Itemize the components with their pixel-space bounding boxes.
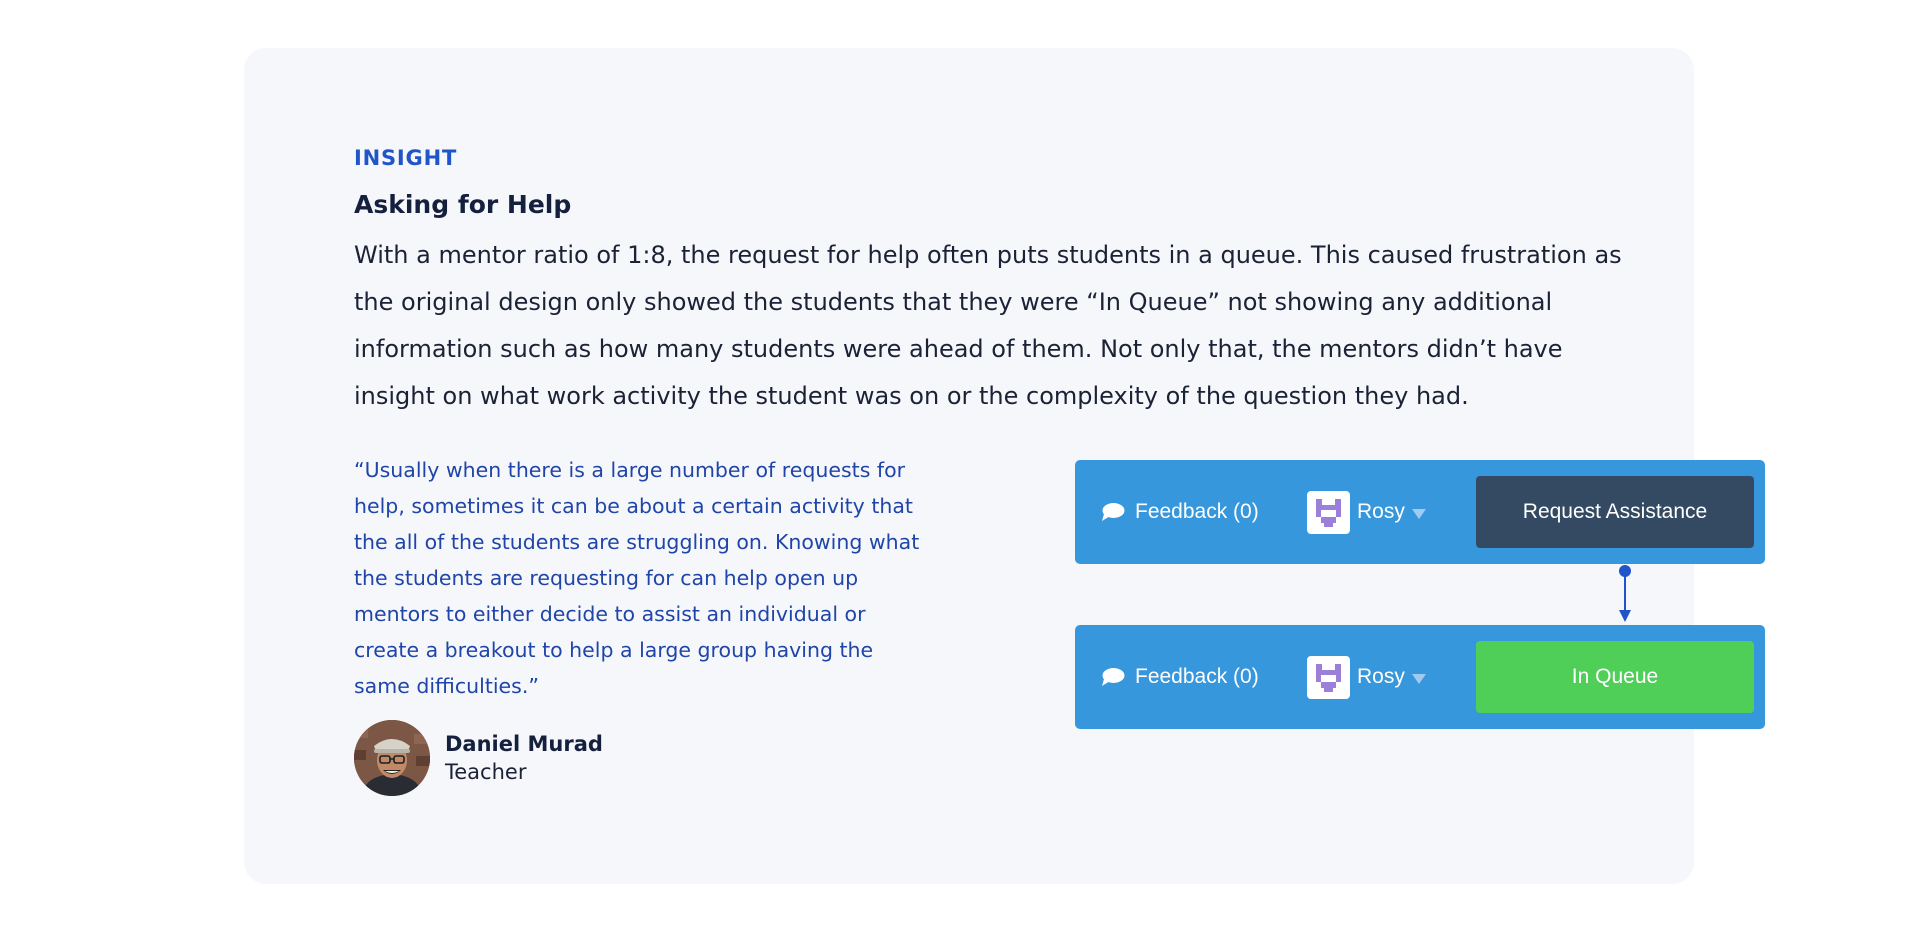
avatar: [354, 720, 430, 796]
request-assistance-button[interactable]: Request Assistance: [1476, 476, 1754, 548]
user-menu[interactable]: [1307, 460, 1426, 564]
pixel-robot-avatar-icon: [1307, 491, 1350, 534]
feedback-link[interactable]: [1101, 625, 1259, 729]
feedback-link[interactable]: [1101, 460, 1259, 564]
section-body: With a mentor ratio of 1:8, the request for help often puts students in a queue. This caused frustration as the original design only showed the students that they were “In Queue” not showing any additional information such as how many students were ahead of them. Not only that, the mentors didn’t have insight on what work activity the student was on or the complexity of the question they had.: [354, 241, 1622, 410]
help-bar-before: [1075, 460, 1765, 564]
author-info: [445, 730, 603, 786]
user-menu[interactable]: [1307, 625, 1426, 729]
feedback-label: Feedback (0): [1135, 500, 1259, 523]
author-role: Teacher: [445, 760, 527, 784]
user-name: Rosy: [1357, 665, 1405, 688]
pixel-robot-avatar-icon: [1307, 656, 1350, 699]
in-queue-status: In Queue: [1476, 641, 1754, 713]
quote-author: [354, 720, 603, 796]
caret-down-icon: [1412, 674, 1426, 684]
caret-down-icon: [1412, 509, 1426, 519]
arrow-down-icon: [1618, 564, 1632, 624]
testimonial-quote: “Usually when there is a large number of requests for help, sometimes it can be about a certain activity that the all of the students are struggling on. Knowing what the students are requesting for can help open up mentors to either decide to assist an individual or create a breakout to help a large group having the same difficulties.”: [354, 458, 920, 698]
user-name: Rosy: [1357, 500, 1405, 523]
section-title: Asking for Help: [354, 190, 572, 219]
help-bar-after: [1075, 625, 1765, 729]
feedback-label: Feedback (0): [1135, 665, 1259, 688]
speech-bubble-icon: [1101, 502, 1125, 522]
section-eyebrow: INSIGHT: [354, 146, 458, 170]
author-name: Daniel Murad: [445, 732, 603, 756]
speech-bubble-icon: [1101, 667, 1125, 687]
